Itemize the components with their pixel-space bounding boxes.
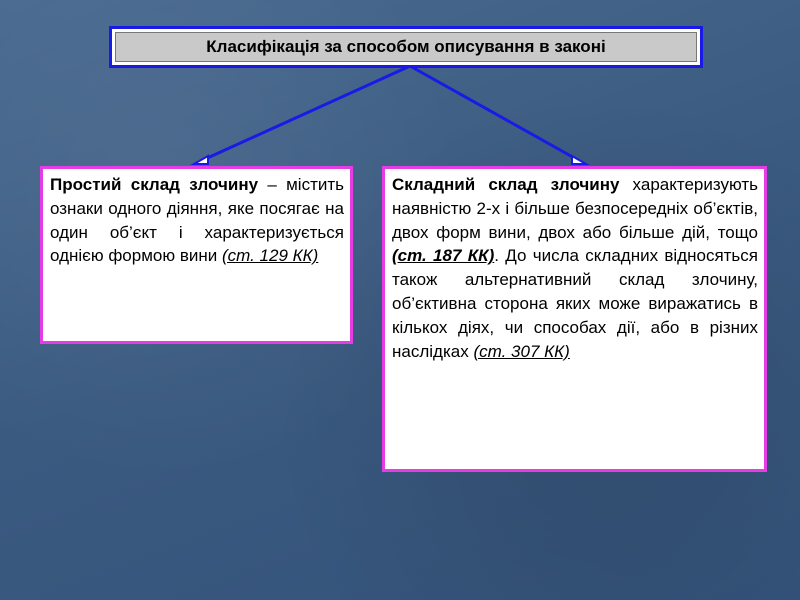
arrow-to-simple xyxy=(203,66,410,160)
arrowhead-simple xyxy=(194,156,208,164)
complex-crime-box xyxy=(382,166,767,472)
simple-crime-term: Простий склад злочину xyxy=(50,175,259,194)
simple-crime-reference: (ст. 129 КК) xyxy=(221,246,319,266)
complex-crime-term: Складний склад злочину xyxy=(392,175,620,194)
simple-crime-description: – містить ознаки одного діяння, яке посягає на один об’єкт і характеризується однією формою вини xyxy=(50,175,344,266)
simple-crime-box xyxy=(40,166,353,344)
classification-title-box xyxy=(109,26,703,68)
complex-crime-reference-2: (ст. 307 КК) xyxy=(473,341,570,361)
complex-crime-description-1: характеризують наявністю 2-х і більше безпосередніх об’єктів, двох форм вини, двох або більше дій, тощо xyxy=(392,175,758,242)
arrowhead-complex xyxy=(572,156,586,164)
classification-title: Класифікація за способом описування в законі xyxy=(115,32,697,62)
complex-crime-description-2: . До числа складних відносяться також альтернативний склад злочину, об’єктивна сторона яких може виражатись в кількох діях, чи способах дії, або в різних наслідках xyxy=(392,246,758,361)
arrow-to-complex xyxy=(410,66,578,160)
complex-crime-reference-1: (ст. 187 КК) xyxy=(392,246,495,266)
